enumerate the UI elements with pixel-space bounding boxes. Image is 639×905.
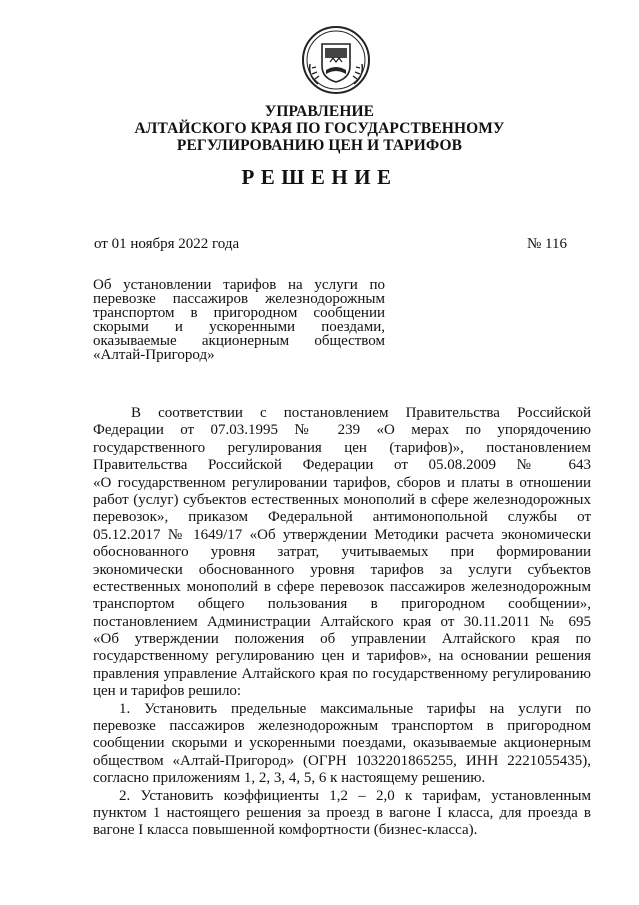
body-line: естественных монополий в сфере перевозок пассажиров железнодорожным — [93, 578, 591, 595]
document-number: № 116 — [526, 236, 567, 252]
body-line: «О государственном регулировании тарифов, сборов и платы в отношении — [93, 474, 591, 491]
body-line: цен и тарифов решило: — [93, 683, 242, 700]
body-line: 1. Установить предельные максимальные тарифы на услуги по — [119, 700, 591, 717]
subject-line: оказываемые акционерным обществом — [93, 334, 385, 348]
body-line: вагоне I класса повышенной комфортности (бизнес-класса). — [93, 822, 478, 839]
document-date: от 01 ноября 2022 года — [94, 236, 240, 252]
org-line-3: РЕГУЛИРОВАНИЮ ЦЕН И ТАРИФОВ — [176, 137, 463, 154]
organization-name — [0, 103, 639, 154]
body-line: постановлением Администрации Алтайского края от 30.11.2011 № 695 — [93, 613, 591, 630]
body-line: транспортом общего пользования в пригородном сообщении», — [93, 596, 591, 613]
org-line-2: АЛТАЙСКОГО КРАЯ ПО ГОСУДАРСТВЕННОМУ — [134, 120, 505, 137]
body-line: «Об утверждении положения об управлении Алтайского края по — [93, 631, 591, 648]
document-subject — [93, 278, 385, 362]
subject-line: «Алтай-Пригород» — [93, 348, 215, 362]
body-line: перевозок», приказом Федеральной антимонопольной службы от — [93, 509, 591, 526]
body-line: В соответствии с постановлением Правительства Российской — [131, 405, 591, 421]
clause-1 — [93, 701, 591, 788]
subject-line: скорыми и ускоренными поездами, — [93, 320, 385, 334]
document-body — [93, 405, 591, 840]
clause-2 — [93, 788, 591, 840]
body-line: государственного регулирования цен (тарифов)», постановлением — [93, 439, 591, 456]
body-line: пунктом 1 настоящего решения за проезд в вагоне I класса, для проезда в — [93, 804, 591, 821]
body-line: перевозке пассажиров железнодорожным транспортом в пригородном — [93, 718, 591, 735]
document-title: РЕШЕНИЕ — [241, 165, 398, 189]
altai-coat-of-arms-icon — [300, 24, 372, 96]
body-line: работ (услуг) субъектов естественных монополий в сфере железнодорожных — [93, 491, 591, 508]
body-line: согласно приложениям 1, 2, 3, 4, 5, 6 к настоящему решению. — [93, 770, 486, 787]
body-line: государственному регулированию цен и тарифов», на основании решения — [93, 648, 591, 665]
body-line: правления управление Алтайского края по государственному регулированию — [93, 665, 591, 682]
body-line: экономически обоснованного уровня тарифов за услуги субъектов — [93, 561, 591, 578]
body-line: обществом «Алтай-Пригород» (ОГРН 1032201865255, ИНН 2221055435), — [93, 752, 591, 769]
preamble-paragraph — [93, 405, 591, 701]
body-line: Федерации от 07.03.1995 № 239 «О мерах по упорядочению — [93, 422, 591, 439]
org-line-1: УПРАВЛЕНИЕ — [264, 103, 375, 120]
body-line: сообщении скорыми и ускоренными поездами, оказываемые акционерным — [93, 735, 591, 752]
body-line: 2. Установить коэффициенты 1,2 – 2,0 к тарифам, установленным — [119, 787, 591, 804]
body-line: Правительства Российской Федерации от 05.08.2009 № 643 — [93, 457, 591, 474]
body-line: обоснованного уровня затрат, учитываемых при формировании — [93, 544, 591, 561]
subject-line: Об установлении тарифов на услуги по — [93, 278, 385, 292]
subject-line: перевозке пассажиров железнодорожным — [93, 292, 385, 306]
subject-line: транспортом в пригородном сообщении — [93, 306, 385, 320]
body-line: 05.12.2017 № 1649/17 «Об утверждении Методики расчета экономически — [93, 526, 591, 543]
